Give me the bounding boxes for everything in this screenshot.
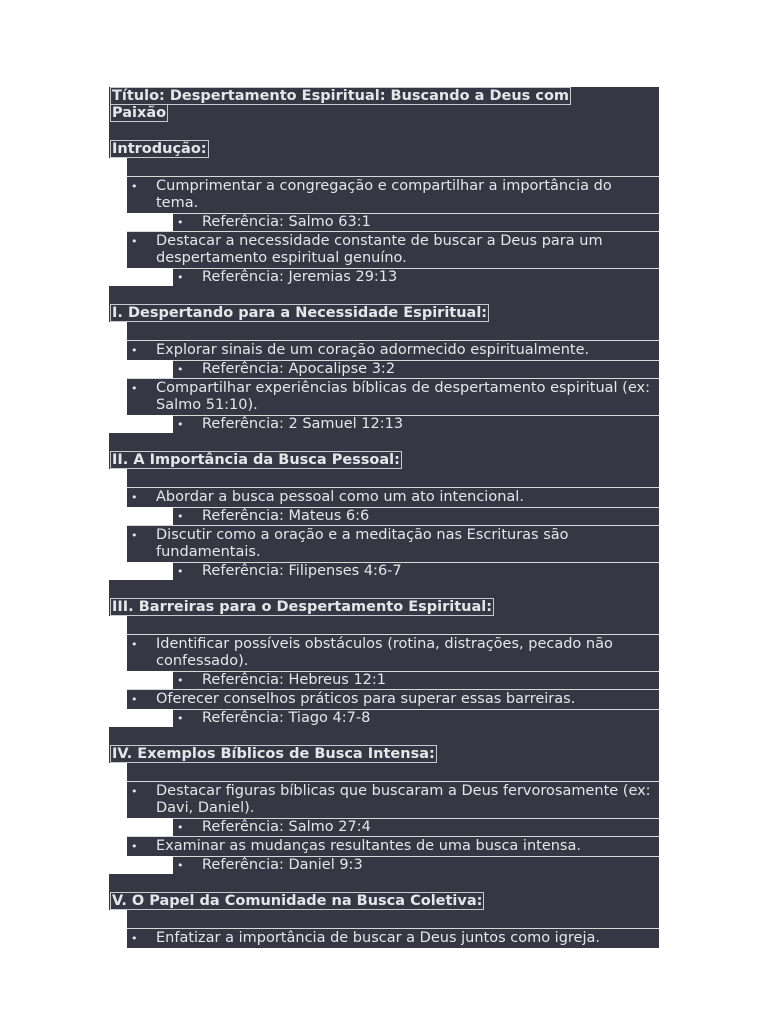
reference-item: • Referência: Salmo 27:4 xyxy=(173,818,659,836)
reference-item: • Referência: Salmo 63:1 xyxy=(173,213,659,231)
spacer-bar xyxy=(109,286,659,304)
reference-item: • Referência: Hebreus 12:1 xyxy=(173,671,659,689)
reference-item: • Referência: Tiago 4:7-8 xyxy=(173,709,659,727)
list-item: • Identificar possíveis obstáculos (rotina, distrações, pecado não confessado). xyxy=(127,634,659,671)
spacer-bar xyxy=(127,322,659,340)
list-item: • Examinar as mudanças resultantes de uma busca intensa. xyxy=(127,836,659,856)
section-heading-text: I. Despertando para a Necessidade Espiritual: xyxy=(112,305,488,321)
section-heading xyxy=(109,140,659,158)
list-item: • Destacar a necessidade constante de buscar a Deus para um despertamento espiritual genuíno. xyxy=(127,231,659,268)
section-heading xyxy=(109,451,659,469)
spacer-bar xyxy=(127,616,659,634)
spacer-bar xyxy=(127,469,659,487)
section-heading-text: II. A Importância da Busca Pessoal: xyxy=(112,452,400,468)
list-item: • Destacar figuras bíblicas que buscaram a Deus fervorosamente (ex: Davi, Daniel). xyxy=(127,781,659,818)
section-heading xyxy=(109,304,659,322)
list-item: • Cumprimentar a congregação e compartilhar a importância do tema. xyxy=(127,176,659,213)
spacer-bar xyxy=(109,433,659,451)
list-item: • Discutir como a oração e a meditação nas Escrituras são fundamentais. xyxy=(127,525,659,562)
reference-item: • Referência: 2 Samuel 12:13 xyxy=(173,415,659,433)
document-title xyxy=(109,87,659,122)
reference-item: • Referência: Mateus 6:6 xyxy=(173,507,659,525)
spacer-bar xyxy=(127,763,659,781)
spacer-bar xyxy=(109,122,659,140)
reference-item: • Referência: Daniel 9:3 xyxy=(173,856,659,874)
reference-item: • Referência: Filipenses 4:6-7 xyxy=(173,562,659,580)
document-outline xyxy=(109,87,659,948)
sections xyxy=(109,140,659,948)
section-heading-text: V. O Papel da Comunidade na Busca Coletiva: xyxy=(112,893,483,909)
section-heading xyxy=(109,745,659,763)
spacer-bar xyxy=(109,874,659,892)
spacer-bar xyxy=(109,727,659,745)
list-item: • Oferecer conselhos práticos para superar essas barreiras. xyxy=(127,689,659,709)
spacer-bar xyxy=(127,158,659,176)
spacer-bar xyxy=(127,910,659,928)
list-item: • Abordar a busca pessoal como um ato intencional. xyxy=(127,487,659,507)
reference-item: • Referência: Jeremias 29:13 xyxy=(173,268,659,286)
section-heading xyxy=(109,892,659,910)
title-line-2: Paixão xyxy=(112,105,167,121)
list-item: • Enfatizar a importância de buscar a Deus juntos como igreja. xyxy=(127,928,659,948)
section-heading xyxy=(109,598,659,616)
title-line-1: Título: Despertamento Espiritual: Buscando a Deus com xyxy=(112,88,570,104)
section-heading-text: Introdução: xyxy=(112,141,207,157)
list-item: • Compartilhar experiências bíblicas de despertamento espiritual (ex: Salmo 51:10). xyxy=(127,378,659,415)
list-item: • Explorar sinais de um coração adormecido espiritualmente. xyxy=(127,340,659,360)
section-heading-text: IV. Exemplos Bíblicos de Busca Intensa: xyxy=(112,746,435,762)
reference-item: • Referência: Apocalipse 3:2 xyxy=(173,360,659,378)
section-heading-text: III. Barreiras para o Despertamento Espiritual: xyxy=(112,599,493,615)
spacer-bar xyxy=(109,580,659,598)
